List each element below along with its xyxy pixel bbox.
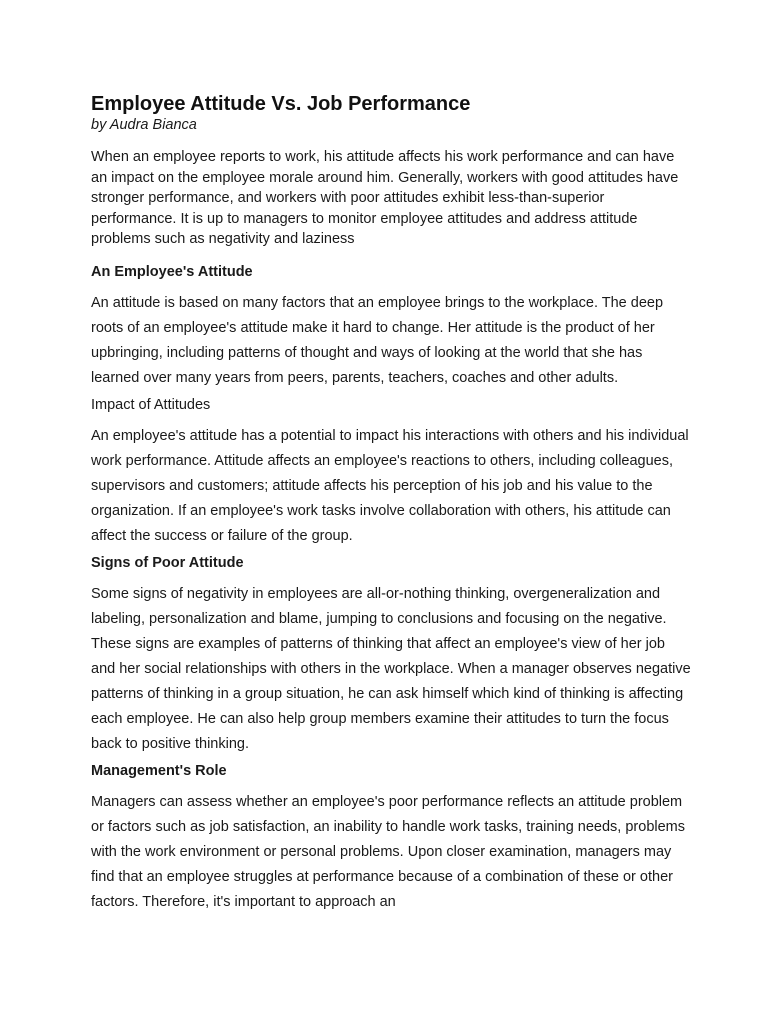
page-title: Employee Attitude Vs. Job Performance [91,93,471,115]
section-body-managements-role: Managers can assess whether an employee's poor performance reflects an attitude problem or factors such as job satisfaction, an inability to handle work tasks, training needs, problems with the work environment or personal problems. Upon closer examination, managers may find that an employee struggles at performance because of a combination of these or other factors. Therefore, it's important to approach an [91,793,685,910]
section-heading-signs-of-poor-attitude: Signs of Poor Attitude [91,554,244,571]
section-body-signs-of-poor-attitude: Some signs of negativity in employees are all-or-nothing thinking, overgeneralization and labeling, personalization and blame, jumping to conclusions and focusing on the negative. These signs are examples of patterns of thinking that affect an employee's view of her job and her social relationships with others in the workplace. When a manager observes negative patterns of thinking in a group situation, he can ask himself which kind of thinking is affecting each employee. He can also help group members examine their attitudes to turn the focus back to positive thinking. [91,585,691,752]
author-byline: by Audra Bianca [91,117,197,133]
section-body-impact-of-attitudes: An employee's attitude has a potential to impact his interactions with others and his individual work performance. Attitude affects an employee's reactions to others, including colleagues, supervisors and customers; attitude affects his perception of his job and his value to the organization. If an employee's work tasks involve collaboration with others, his attitude can affect the success or failure of the group. [91,427,689,544]
document-page [91,92,691,915]
section-heading-managements-role: Management's Role [91,762,227,779]
section-heading-impact-of-attitudes: Impact of Attitudes [91,396,211,413]
section-body-employee-attitude: An attitude is based on many factors that an employee brings to the workplace. The deep roots of an employee's attitude make it hard to change. Her attitude is the product of her upbringing, including patterns of thought and ways of looking at the world that she has learned over many years from peers, parents, teachers, coaches and other adults. [91,294,664,386]
intro-paragraph: When an employee reports to work, his attitude affects his work performance and can have an impact on the employee morale around him. Generally, workers with good attitudes have stronger performance, and workers with poor attitudes exhibit less-than-superior performance. It is up to managers to monitor employee attitudes and address attitude problems such as negativity and laziness [91,149,679,247]
section-heading-employee-attitude: An Employee's Attitude [91,263,253,280]
